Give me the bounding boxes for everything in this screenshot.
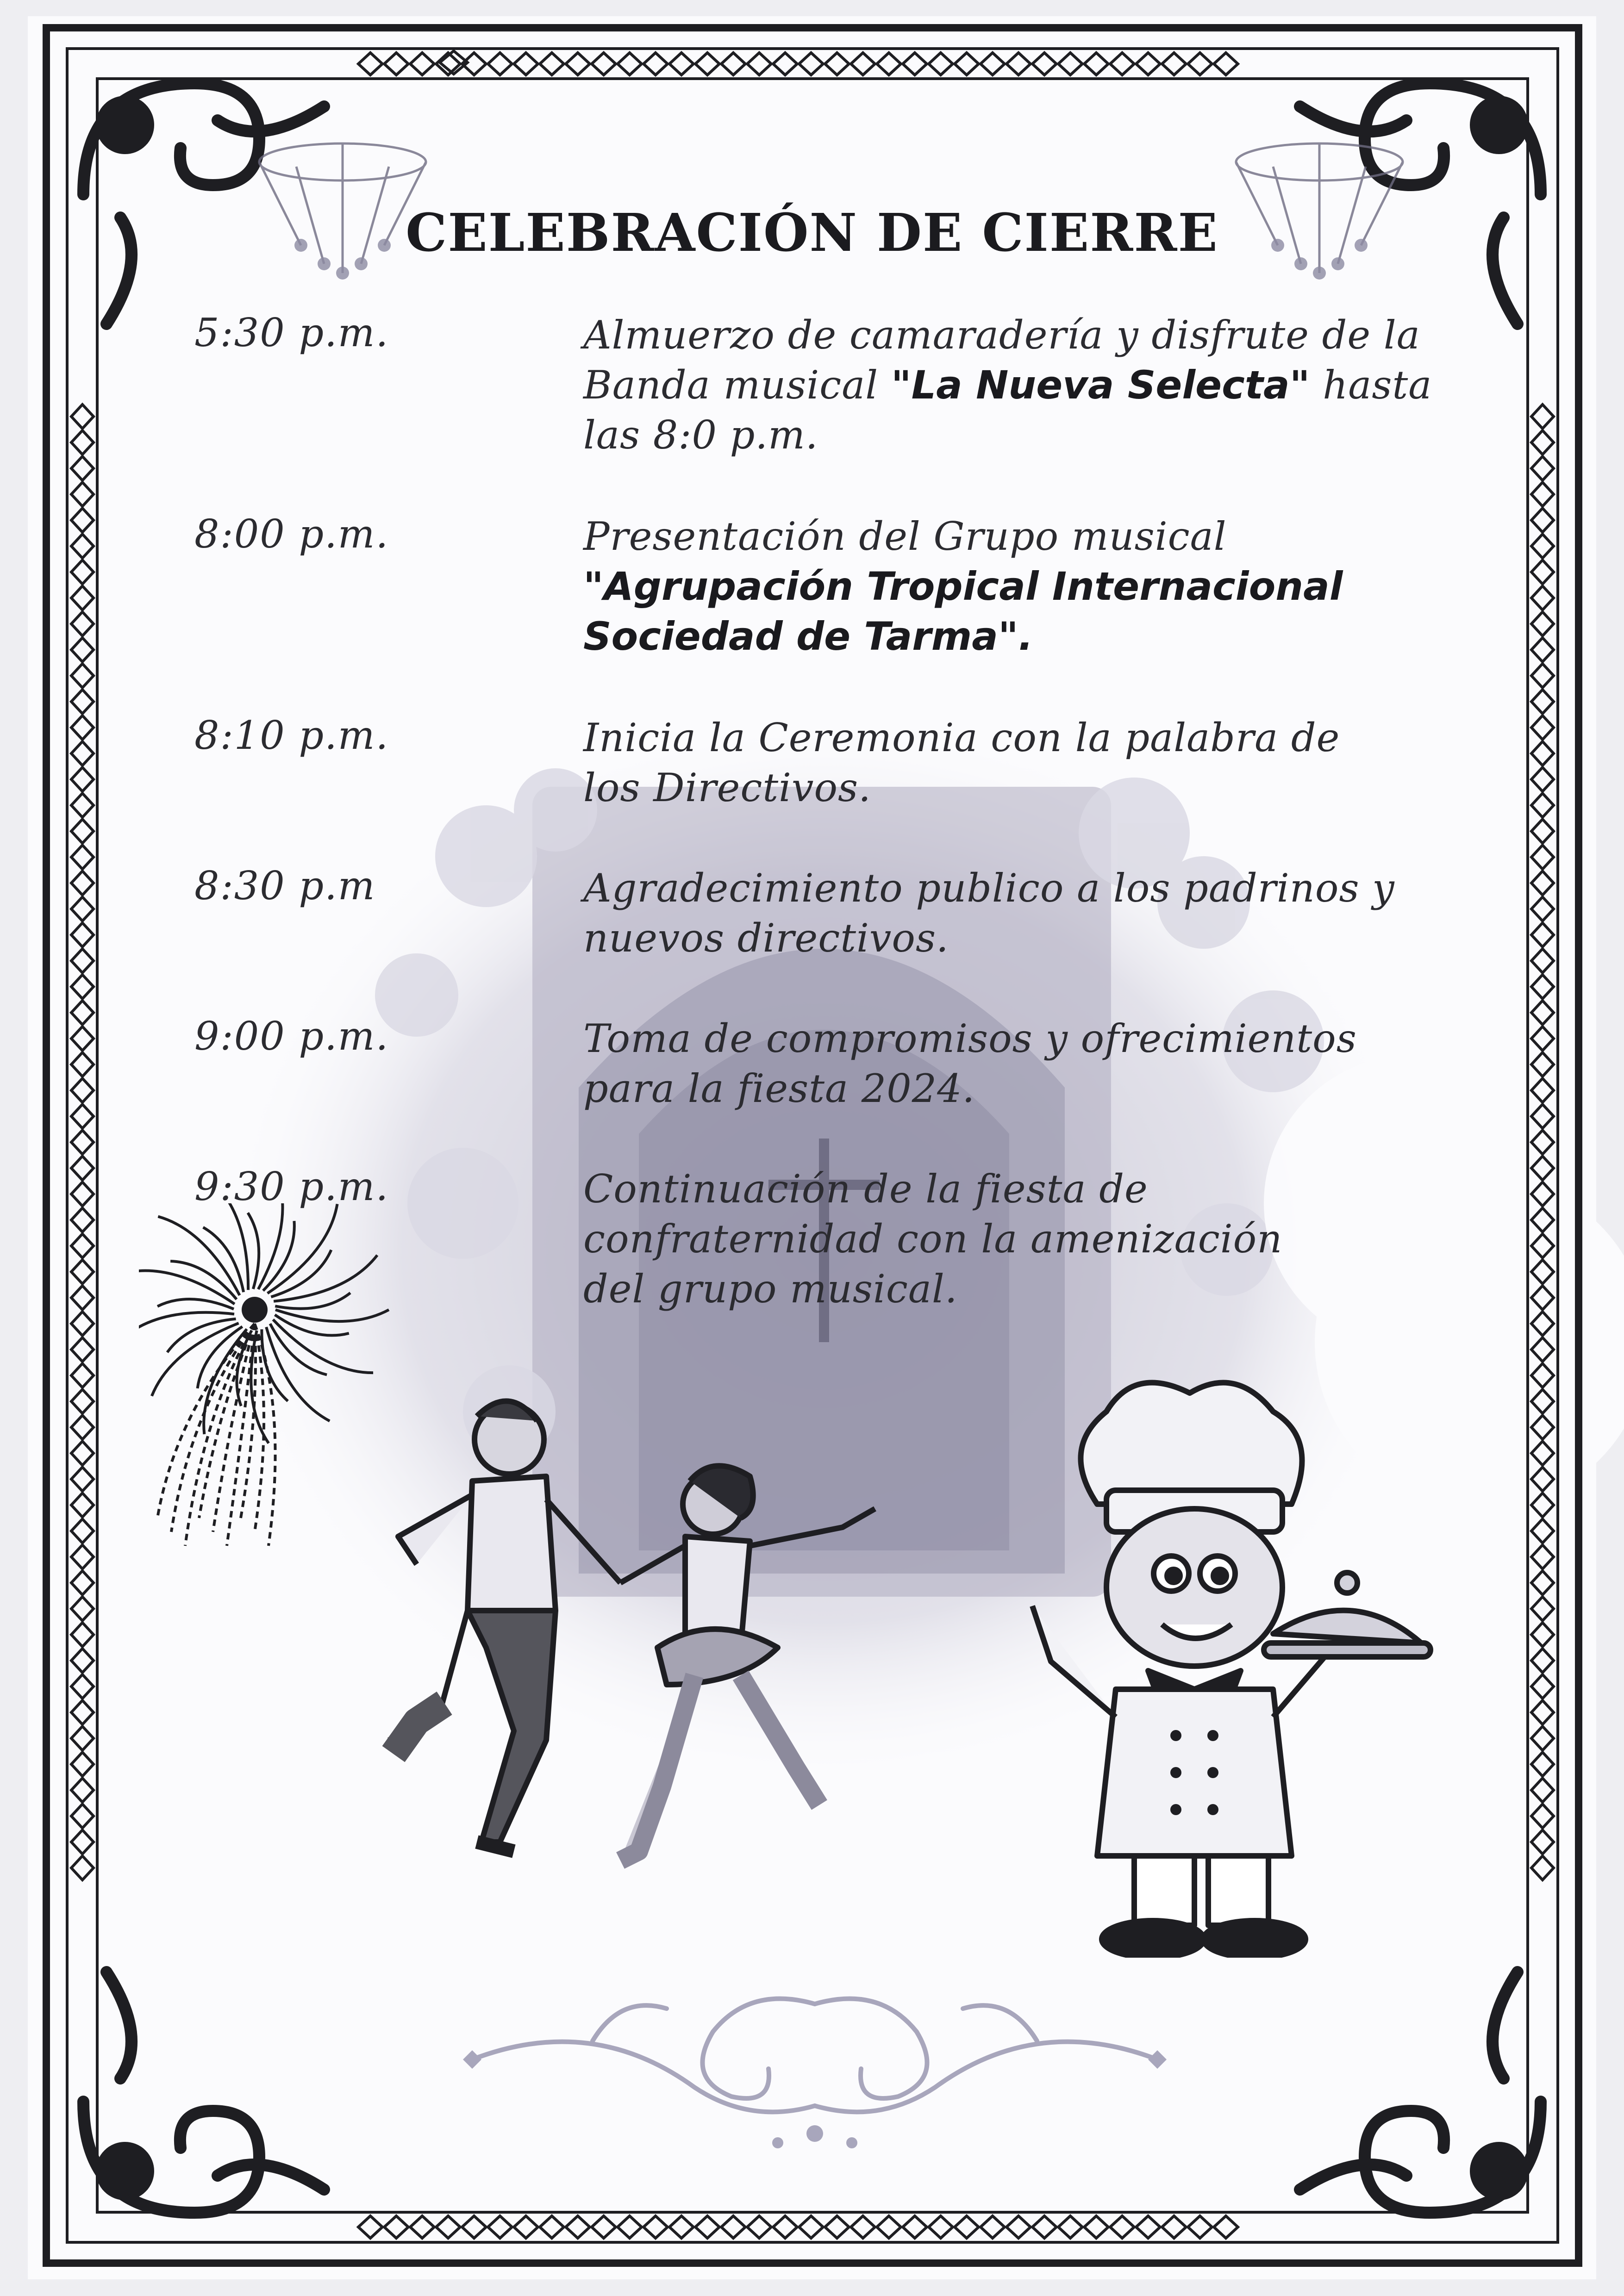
schedule-description [583,310,1477,460]
description-line: confraternidad con la amenización [583,1216,1283,1262]
border-link [799,2216,823,2238]
border-link [71,819,94,843]
border-link [1531,612,1554,636]
border-link [71,871,94,895]
border-link [1032,2216,1056,2238]
border-link [71,612,94,636]
border-link [1006,2216,1031,2238]
border-link [1531,1856,1554,1880]
border-link [358,53,382,75]
border-link [1084,2216,1108,2238]
firework-ray [275,1310,389,1321]
schedule-description [583,713,1477,813]
border-link [695,2216,719,2238]
border-link [592,2216,616,2238]
border-link [71,949,94,973]
firework-ray [268,1204,337,1293]
border-link [410,53,434,75]
border-link [1058,53,1082,75]
border-link [1531,1726,1554,1750]
border-link [1531,1804,1554,1828]
border-link [747,2216,771,2238]
border-link [71,1597,94,1621]
firework-ray [157,1299,234,1309]
description-line: Presentación del Grupo musical [583,514,1227,559]
border-link [929,53,953,75]
border-link [71,1001,94,1025]
border-link [1531,1104,1554,1128]
border-link [1531,767,1554,791]
border-link [71,1700,94,1724]
border-link [1531,1752,1554,1776]
border-link [1531,1338,1554,1362]
firework-ray [170,1261,237,1300]
border-link [1531,1052,1554,1076]
border-link [71,1649,94,1673]
border-link [643,2216,668,2238]
border-link [71,1467,94,1491]
border-link [1162,53,1186,75]
border-link [1531,793,1554,817]
border-link [1531,508,1554,532]
border-link [1531,1260,1554,1284]
border-link [955,2216,979,2238]
page-title: CELEBRACIÓN DE CIERRE [406,203,1218,263]
border-link [1032,53,1056,75]
border-link [71,508,94,532]
border-link [1531,404,1554,429]
schedule-time: 5:30 p.m. [194,310,389,355]
border-link [1531,1778,1554,1802]
border-link [410,2216,434,2238]
border-link [71,1312,94,1336]
border-link [1531,1700,1554,1724]
border-link [71,767,94,791]
firework-ray [273,1319,373,1373]
border-link [71,586,94,610]
border-link [71,1286,94,1310]
border-link [71,923,94,947]
border-link [71,1182,94,1206]
schedule-description [583,1014,1477,1114]
border-link [71,690,94,714]
border-link [1531,923,1554,947]
schedule-time: 9:30 p.m. [194,1164,389,1209]
description-line [583,611,1477,661]
border-link [71,1104,94,1128]
schedule-description [583,511,1477,661]
description-line: para la fiesta 2024. [583,1066,975,1111]
border-link [540,53,564,75]
border-link [825,2216,849,2238]
border-link [71,1052,94,1076]
firework-ray [263,1221,294,1291]
firework-ray [258,1203,283,1289]
border-link [618,53,642,75]
border-link [877,2216,901,2238]
border-link [1531,1182,1554,1206]
border-link [71,1674,94,1699]
border-link [71,1363,94,1388]
border-link [71,716,94,740]
border-link [695,53,719,75]
border-link [669,2216,693,2238]
border-link [358,2216,382,2238]
border-link [1531,1597,1554,1621]
border-link [1531,482,1554,506]
border-link [1531,897,1554,921]
border-link [71,1415,94,1439]
border-link [384,2216,408,2238]
border-link [903,2216,927,2238]
schedule-description [583,1164,1477,1314]
schedule-description [583,863,1477,963]
border-link [488,53,512,75]
border-link [71,1389,94,1413]
border-link [1531,871,1554,895]
border-link [1531,845,1554,869]
border-link [618,2216,642,2238]
firework-trail [157,1324,255,1518]
description-line: nuevos directivos. [583,915,949,961]
border-link [903,53,927,75]
border-link [514,2216,538,2238]
border-link [71,664,94,688]
border-link [1531,1674,1554,1699]
description-line: Toma de compromisos y ofrecimientos [583,1016,1357,1061]
border-link [1531,534,1554,558]
border-link [877,53,901,75]
border-link [1531,1078,1554,1102]
firework-ray [203,1227,244,1292]
border-link [1531,456,1554,480]
border-link [851,53,875,75]
border-link [71,1804,94,1828]
border-link [721,53,745,75]
description-line: del grupo musical. [583,1266,958,1312]
border-link [1531,1363,1554,1388]
border-link [71,560,94,584]
highlighted-name: Sociedad de Tarma". [583,614,1033,659]
description-line: Agradecimiento publico a los padrinos y [583,865,1395,911]
border-link [71,1830,94,1854]
border-link [1531,1208,1554,1232]
border-link [71,1726,94,1750]
border-link [71,1441,94,1465]
border-link [566,53,590,75]
border-link [71,1778,94,1802]
description-line: Continuación de la fiesta de [583,1166,1148,1212]
border-link [1531,949,1554,973]
border-link [1136,2216,1160,2238]
description-line [583,561,1477,611]
firework-trail [199,1324,255,1518]
border-link [71,845,94,869]
border-link [71,1493,94,1517]
border-link [71,1078,94,1102]
border-link [1531,1571,1554,1595]
border-link [71,404,94,429]
border-link [71,1752,94,1776]
border-link [1531,819,1554,843]
border-link [1214,2216,1238,2238]
border-link [1531,1312,1554,1336]
border-link [1531,1649,1554,1673]
border-link [436,2216,460,2238]
border-link [721,2216,745,2238]
border-link [1058,2216,1082,2238]
border-link [643,53,668,75]
border-link [1188,2216,1212,2238]
border-link [669,53,693,75]
border-link [1531,1130,1554,1154]
firework-ray [248,1213,259,1289]
border-link [71,456,94,480]
border-link [981,2216,1005,2238]
border-link [747,53,771,75]
border-link [825,53,849,75]
schedule-time: 8:00 p.m. [194,511,389,557]
schedule-time: 8:10 p.m. [194,713,389,758]
firework-ray [270,1324,327,1375]
border-link [71,534,94,558]
border-link [851,2216,875,2238]
description-line: Inicia la Ceremonia con la palabra de [583,715,1340,760]
border-link [71,638,94,662]
border-link [1531,586,1554,610]
border-link [71,1571,94,1595]
chef-illustration [995,1365,1449,1958]
border-link [488,2216,512,2238]
border-link [540,2216,564,2238]
border-link [71,1545,94,1569]
border-link [1188,53,1212,75]
border-link [71,430,94,454]
border-link [1531,1441,1554,1465]
border-link [1214,53,1238,75]
border-link [1531,1001,1554,1025]
firework-ray [167,1319,236,1352]
firework-ray [262,1329,287,1401]
border-link [929,2216,953,2238]
border-link [384,53,408,75]
border-link [1531,1027,1554,1051]
border-link [71,1338,94,1362]
border-link [1531,1830,1554,1854]
border-link [1531,664,1554,688]
border-link [71,741,94,765]
border-link [1531,1389,1554,1413]
border-link [1006,53,1031,75]
border-link [71,1856,94,1880]
border-link [1531,1286,1554,1310]
border-link [1531,975,1554,999]
border-link [1531,690,1554,714]
border-link [71,1623,94,1647]
border-link [71,1156,94,1180]
corner-scroll-bottom-right [1300,1972,1541,2213]
schedule-time: 8:30 p.m [194,863,376,908]
border-link [1136,53,1160,75]
border-link [566,2216,590,2238]
dancing-couple-illustration [361,1388,986,1967]
border-link [1531,560,1554,584]
highlighted-name: "Agrupación Tropical Internacional [583,564,1343,609]
border-link [71,793,94,817]
border-link [514,53,538,75]
border-link [1531,430,1554,454]
schedule-time: 9:00 p.m. [194,1014,389,1059]
border-link [773,53,797,75]
ornamental-flourish [454,1967,1176,2161]
border-link [1531,741,1554,765]
border-link [1531,1623,1554,1647]
border-link [955,53,979,75]
border-link [1531,1493,1554,1517]
border-link [71,897,94,921]
description-line: las 8:0 p.m. [583,412,818,458]
border-link [71,482,94,506]
border-link [71,1260,94,1284]
border-link [1531,1519,1554,1543]
border-link [1531,1415,1554,1439]
border-link [1531,716,1554,740]
border-link [462,2216,486,2238]
border-link [1531,638,1554,662]
description-line: Banda musical "La Nueva Selecta" hasta [583,362,1432,408]
border-link [1531,1234,1554,1258]
border-link [773,2216,797,2238]
description-line: los Directivos. [583,765,871,810]
firework-ray [271,1250,331,1297]
border-link [71,1130,94,1154]
border-link [1110,2216,1134,2238]
description-line: Almuerzo de camaradería y disfrute de la [583,312,1420,358]
border-link [981,53,1005,75]
border-link [71,1234,94,1258]
border-link [1531,1545,1554,1569]
border-link [592,53,616,75]
highlighted-name: "La Nueva Selecta" [891,362,1310,408]
border-link [71,1519,94,1543]
border-link [71,1027,94,1051]
border-link [1084,53,1108,75]
border-link [71,1208,94,1232]
border-link [1162,2216,1186,2238]
border-link [1531,1467,1554,1491]
border-link [71,975,94,999]
corner-scroll-bottom-left [83,1972,324,2213]
border-link [1110,53,1134,75]
border-link [1531,1156,1554,1180]
border-link [799,53,823,75]
